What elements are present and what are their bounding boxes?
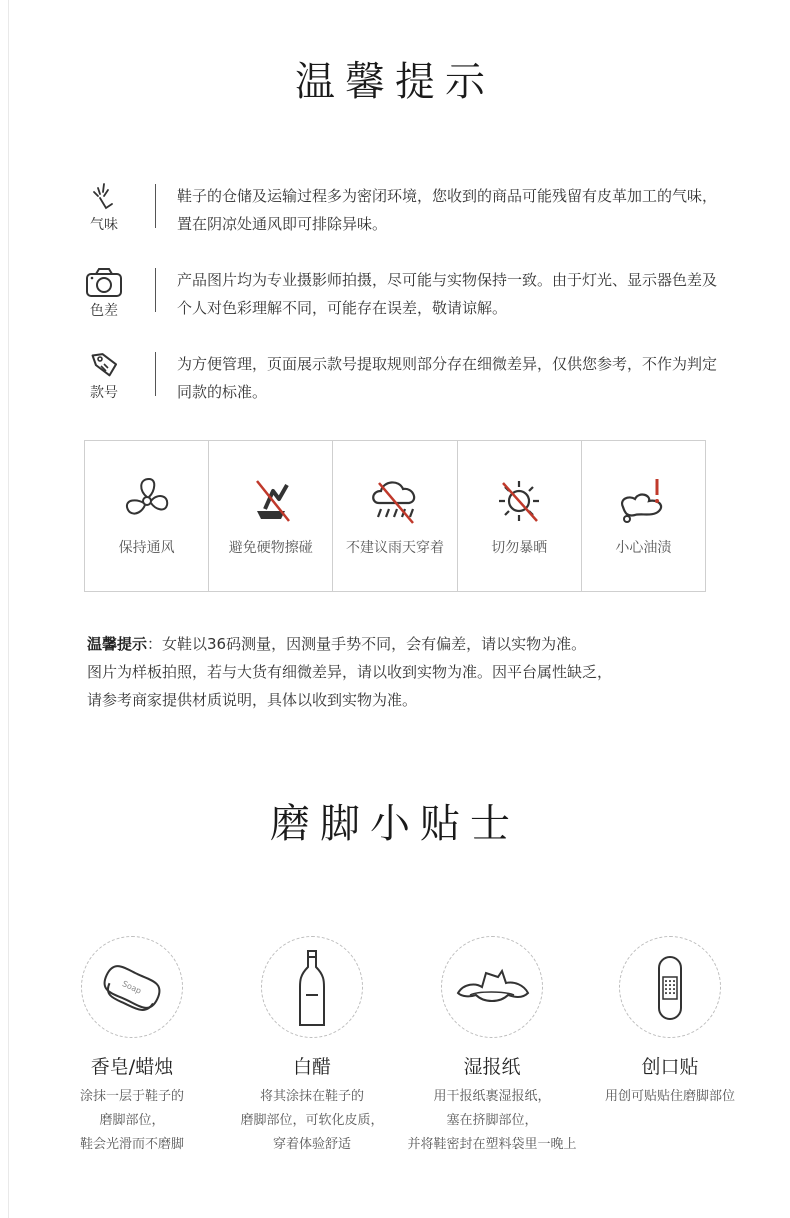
section-title-notice: 温馨提示 <box>295 59 495 105</box>
care-cell-oil <box>582 441 705 591</box>
notice-style-number <box>80 350 720 410</box>
care-cell-no-sun <box>458 441 582 591</box>
bandage-icon <box>620 937 720 1037</box>
warm-note-line: 图片为样板拍照，若与大货有细微差异，请以收到实物为准。因平台属性缺乏， <box>87 663 613 681</box>
divider <box>155 268 156 312</box>
warm-note-line: 请参考商家提供材质说明，具体以收到实物为准。 <box>87 691 418 709</box>
care-label: 不建议雨天穿着 <box>346 540 444 556</box>
care-label: 切勿暴晒 <box>491 540 548 556</box>
tip-icon-circle <box>81 936 183 1038</box>
no-rain-icon <box>367 473 423 529</box>
svg-text:Soap: Soap <box>120 979 143 996</box>
notice-text: 鞋子的仓储及运输过程多为密闭环境，您收到的商品可能残留有皮革加工的气味，置在阴凉处通风即可排除异味。 <box>177 187 718 233</box>
smell-icon <box>86 182 122 212</box>
care-label: 小心油渍 <box>615 540 672 556</box>
tip-soap <box>32 936 232 1157</box>
no-hard-object-icon <box>243 473 299 529</box>
warm-note-lead: 温馨提示 <box>87 635 148 653</box>
tip-icon-circle <box>441 936 543 1038</box>
tip-bandage <box>570 936 770 1109</box>
tip-icon-circle <box>261 936 363 1038</box>
care-label: 保持通风 <box>118 540 175 556</box>
oil-stain-icon <box>615 473 671 529</box>
tip-desc: 用创可贴贴住磨脚部位 <box>604 1089 735 1104</box>
tip-name: 香皂/蜡烛 <box>90 1056 174 1078</box>
tip-icon-circle <box>619 936 721 1038</box>
divider <box>155 352 156 396</box>
tip-desc: 将其涂抹在鞋子的 磨脚部位，可软化皮质， 穿着体验舒适 <box>240 1089 384 1152</box>
left-divider <box>8 0 9 1218</box>
notice-text: 为方便管理，页面展示款号提取规则部分存在细微差异，仅供您参考，不作为判定同款的标准。 <box>177 355 718 401</box>
notice-smell <box>80 182 720 242</box>
tip-name: 湿报纸 <box>463 1056 521 1078</box>
camera-icon <box>84 266 124 298</box>
care-cell-no-rain <box>333 441 457 591</box>
care-cell-ventilate <box>85 441 209 591</box>
warm-note <box>87 630 727 714</box>
tip-wet-paper <box>392 936 592 1157</box>
wet-paper-icon <box>442 937 542 1037</box>
fan-icon <box>119 473 175 529</box>
tip-name: 白醋 <box>292 1056 331 1078</box>
tip-vinegar <box>212 936 412 1157</box>
care-label: 避免硬物擦碰 <box>228 540 313 556</box>
tag-icon <box>86 350 122 380</box>
vinegar-bottle-icon <box>262 937 362 1037</box>
notice-label: 气味 <box>90 217 118 233</box>
tip-desc: 用干报纸裹湿报纸， 塞在挤脚部位， 并将鞋密封在塑料袋里一晚上 <box>407 1089 577 1152</box>
section-title-tips: 磨脚小贴士 <box>270 801 520 847</box>
tip-desc: 涂抹一层于鞋子的 磨脚部位， 鞋会光滑而不磨脚 <box>79 1089 184 1152</box>
warm-note-line: ：女鞋以36码测量，因测量手势不同，会有偏差，请以实物为准。 <box>147 635 587 653</box>
notice-label: 色差 <box>90 303 118 319</box>
care-cell-avoid-hard <box>209 441 333 591</box>
notice-color <box>80 266 720 326</box>
soap-icon <box>82 937 182 1037</box>
notice-label: 款号 <box>90 385 118 401</box>
no-sun-icon <box>491 473 547 529</box>
divider <box>155 184 156 228</box>
notice-text: 产品图片均为专业摄影师拍摄，尽可能与实物保持一致。由于灯光、显示器色差及个人对色彩理解不同，可能存在误差，敬请谅解。 <box>177 271 718 317</box>
tip-name: 创口贴 <box>641 1056 699 1078</box>
care-icons-table <box>84 440 706 592</box>
